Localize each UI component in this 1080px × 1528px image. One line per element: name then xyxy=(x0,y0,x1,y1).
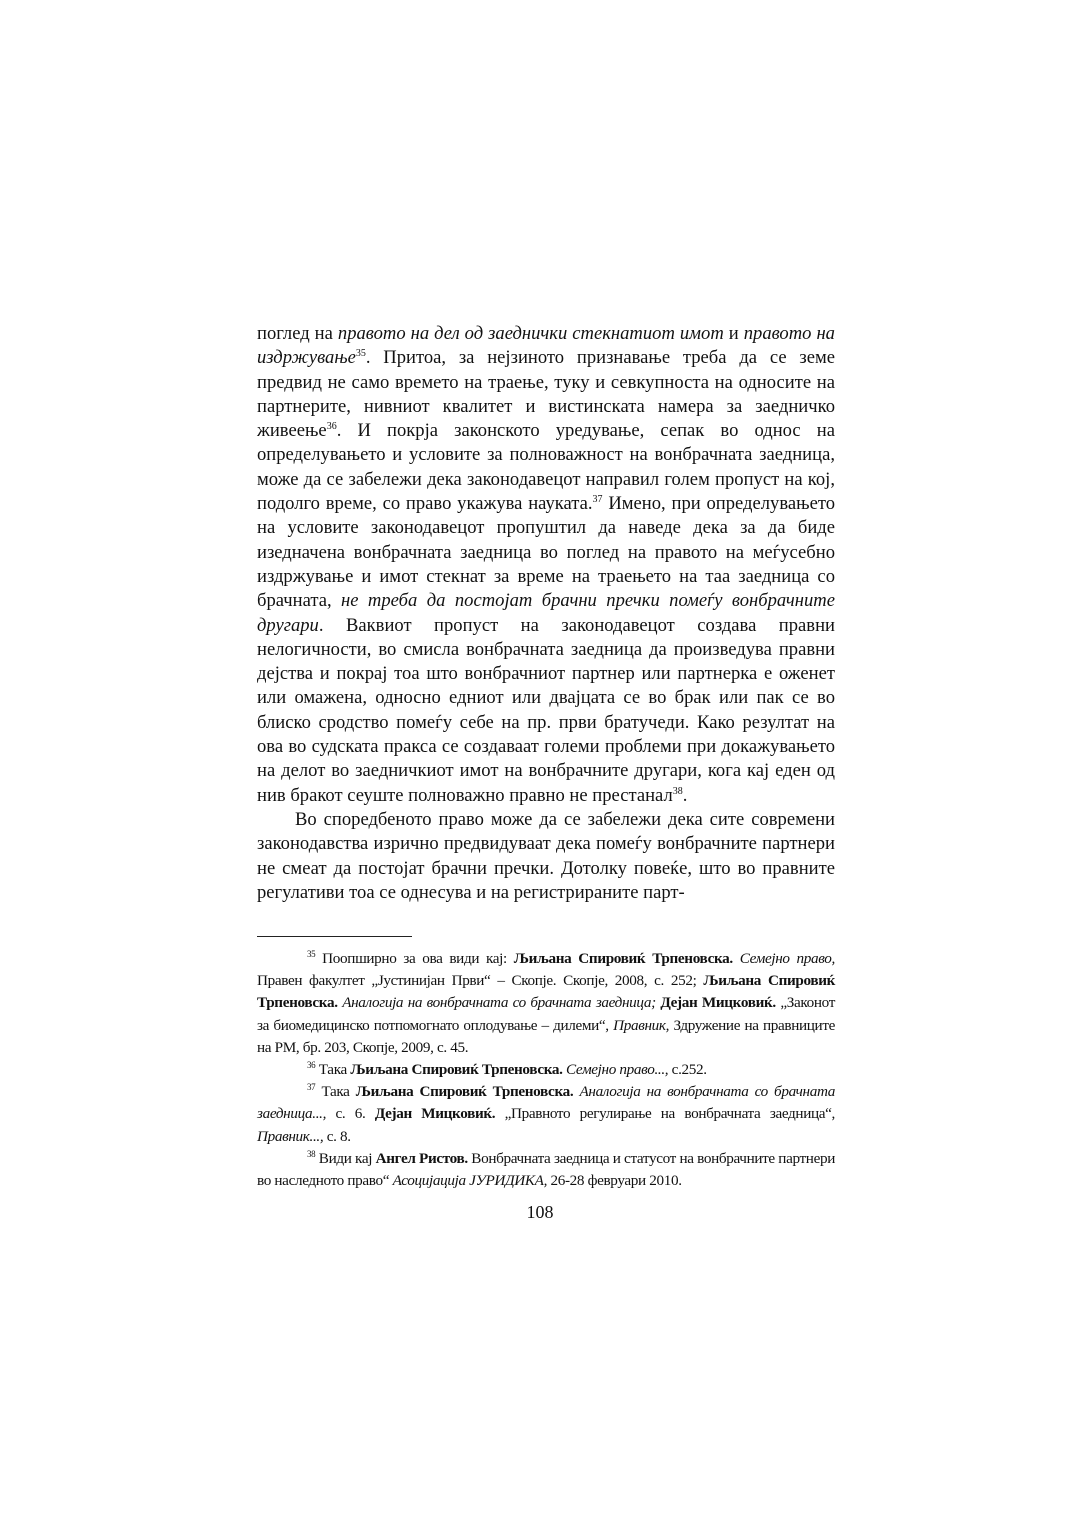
italic-text: Аналогија на вонбрачната со брачната заедница..., xyxy=(257,1083,835,1123)
footnote-37 xyxy=(257,1081,835,1148)
text-run: с. 6. xyxy=(326,1105,375,1123)
italic-text: Правник..., xyxy=(257,1127,324,1145)
italic-text: не треба да постојат брачни пречки помеѓу вонбрачните другари xyxy=(257,590,835,636)
bold-text: Дејан Мицковиќ. xyxy=(374,1105,496,1123)
text-run: Така xyxy=(315,1061,351,1079)
page-number: 108 xyxy=(526,1202,554,1222)
text-run: . И покрја законското уредување, сепак во однос на определувањето и условите за полноважност на вонбрачната заедница, може да се забележи дека законодавецот направил голем пропуст на кој, подолго време, со право укажува науката. xyxy=(257,420,835,515)
italic-text: правото на дел од заеднички стекнатиот имот xyxy=(337,323,724,344)
footnote-ref: 35 xyxy=(355,348,366,360)
bold-text: Дејан Мицковиќ. xyxy=(660,994,776,1012)
footnote-36 xyxy=(257,1059,835,1081)
text-run: поглед на xyxy=(257,323,338,344)
text-run: Правен факултет „Јустинијан Први“ – Скопје. Скопје, 2008, с. 252; xyxy=(257,972,704,990)
italic-text: Семејно право, xyxy=(739,950,835,967)
text-run: Така xyxy=(315,1083,356,1101)
body-paragraph-2 xyxy=(257,808,835,905)
bold-text: Љиљана Спировиќ Трпеновска. xyxy=(513,950,733,967)
bold-text: Ангел Ристов. xyxy=(375,1149,468,1167)
text-run: Имено, при определувањето на условите законодавецот пропуштил да наведе дека за да биде изедначена вонбрачната заедница во поглед на правото на меѓусебно издржување и имот стекнат за време на траењето на таа заедница со брачната, xyxy=(257,493,835,612)
footnote-38 xyxy=(257,1148,835,1192)
main-text xyxy=(257,322,835,905)
bold-text: Љиљана Спировиќ Трпеновска. xyxy=(257,972,835,1012)
footnote-ref: 35 xyxy=(307,948,316,959)
footnotes xyxy=(257,948,835,1192)
text-run: Види кај xyxy=(315,1149,376,1167)
text-run: Поопширно за ова види кај: xyxy=(315,950,514,967)
italic-text: Семејно право..., xyxy=(566,1061,669,1079)
bold-text: Љиљана Спировиќ Трпеновска. xyxy=(350,1061,563,1079)
body-paragraph-1 xyxy=(257,322,835,808)
italic-text: Асоцијација ЈУРИДИКА, xyxy=(392,1172,548,1190)
footnote-ref: 36 xyxy=(326,421,337,432)
text-run: . Притоа, за нејзиното признавање треба да се земе предвид не само времето на траење, туку и севкупноста на односите на партнерите, нивниот квалитет и вистинската намера за заедничко живеење xyxy=(257,347,835,442)
footnote-ref: 37 xyxy=(307,1082,316,1093)
text-run xyxy=(733,950,740,967)
text-run: „Законот за биомедицинско потпомогнато оплодување – дилеми“, xyxy=(257,994,835,1034)
footnote-ref: 38 xyxy=(307,1148,316,1159)
italic-text: Правник, xyxy=(613,1016,670,1034)
text-run: . Ваквиот пропуст на законодавецот создава правни нелогичности, во смисла вонбрачната заедница да произведува правни дејства и покрај тоа што вонбрачниот партнер или партнерка е оженет или омажена, односно едниот или двајцата се во брак или пак се во блиско сродство помеѓу себе на пр. први братучеди. Како резултат на ова во судската пракса се создаваат големи проблеми при докажувањето на делот во заедничкиот имот на вонбрачните другари, кога кај еден од нив бракот сеуште полноважно правно не престанал xyxy=(257,614,835,806)
text-run: и xyxy=(723,323,744,344)
footnote-ref: 38 xyxy=(672,785,683,797)
text-run: . xyxy=(682,784,688,806)
text-run: Здружение на правниците на РМ, бр. 203, Скопје, 2009, с. 45. xyxy=(257,1016,835,1056)
text-run: с. 8. xyxy=(323,1127,351,1145)
italic-text: Аналогија на вонбрачната со брачната заедница; xyxy=(342,994,656,1012)
footnote-35 xyxy=(257,948,835,1059)
text-run: Вонбрачната заедница и статусот на вонбрачните партнери во наследното право“ xyxy=(257,1149,835,1190)
text-run: „Правното регулирање на вонбрачната заедница“, xyxy=(495,1105,835,1123)
text-run: 26-28 февруари 2010. xyxy=(547,1172,682,1190)
italic-text: правото на издржување xyxy=(257,323,835,369)
text-run: с.252. xyxy=(668,1061,707,1079)
footnote-ref: 36 xyxy=(307,1059,316,1070)
footnote-separator xyxy=(257,936,412,937)
text-run: Во споредбеното право може да се забележи дека сите современи законодавства изрично предвидуваат дека помеѓу вонбрачните партнери не смеат да постојат брачни пречки. Дотолку повеќе, што во правните регулативи тоа се однесува и на регистрираните парт- xyxy=(257,808,835,903)
footnote-ref: 37 xyxy=(592,493,603,505)
bold-text: Љиљана Спировиќ Трпеновска. xyxy=(355,1083,574,1101)
